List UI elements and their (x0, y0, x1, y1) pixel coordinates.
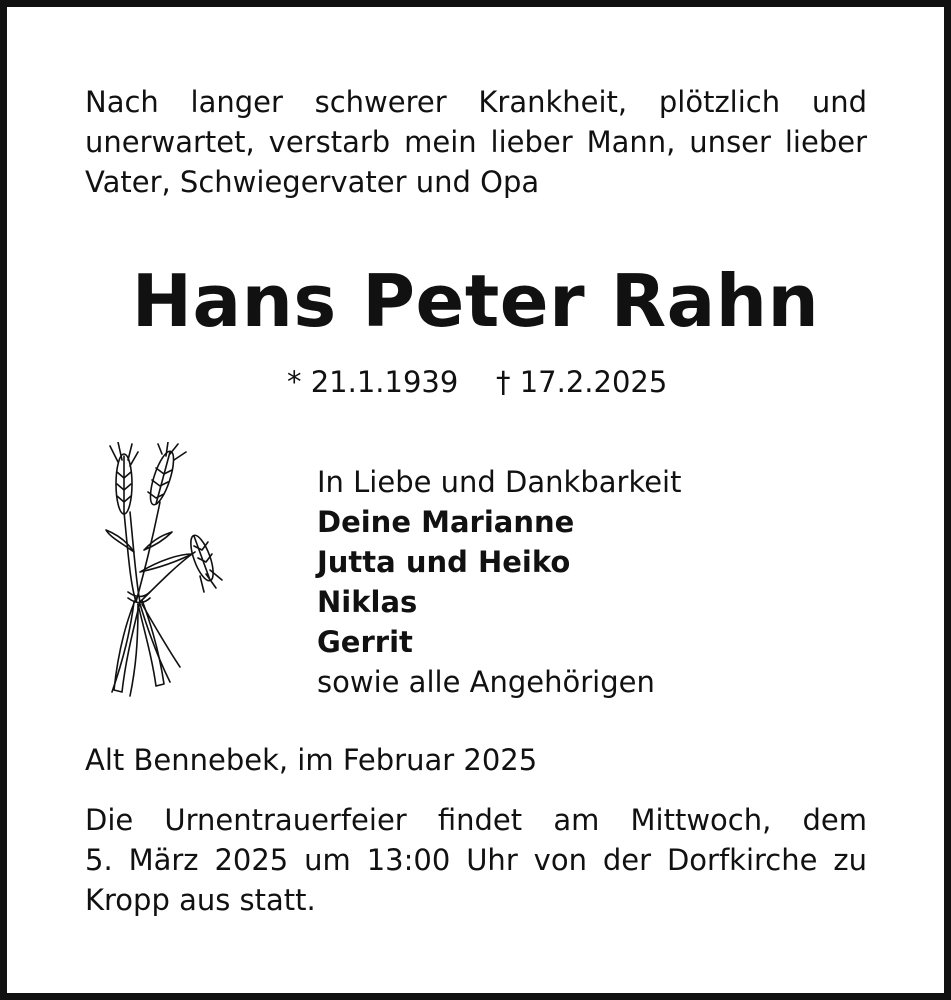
family-member: Jutta und Heiko (317, 545, 571, 579)
ceremony-line: Kropp aus statt. (85, 883, 316, 917)
intro-line: Vater, Schwiegervater und Opa (85, 165, 540, 199)
family-list (317, 462, 681, 702)
family-member: Deine Marianne (317, 505, 575, 539)
family-intro: In Liebe und Dankbarkeit (317, 465, 682, 499)
wheat-bundle-icon (100, 442, 224, 702)
family-member: Niklas (317, 585, 418, 619)
ceremony-line: Die Urnentrauerfeier findet am Mittwoch, dem (85, 803, 867, 837)
ceremony-text (85, 800, 867, 920)
wheat-ear (186, 533, 222, 592)
place-date: Alt Bennebek, im Februar 2025 (85, 743, 538, 777)
deceased-name: Hans Peter Rahn (131, 259, 820, 343)
wheat-ear (146, 442, 186, 507)
family-outro: sowie alle Angehörigen (317, 665, 655, 699)
intro-line: unerwartet, verstarb mein lieber Mann, unser lieber (85, 125, 867, 159)
family-member: Gerrit (317, 625, 413, 659)
ceremony-line: 5. März 2025 um 13:00 Uhr von der Dorfkirche zu (85, 843, 867, 877)
intro-line: Nach langer schwerer Krankheit, plötzlich und (85, 85, 867, 119)
birth-date: * 21.1.1939 (287, 365, 459, 399)
intro-text (85, 82, 867, 202)
death-date: † 17.2.2025 (496, 365, 668, 399)
wheat-ear (110, 442, 138, 514)
